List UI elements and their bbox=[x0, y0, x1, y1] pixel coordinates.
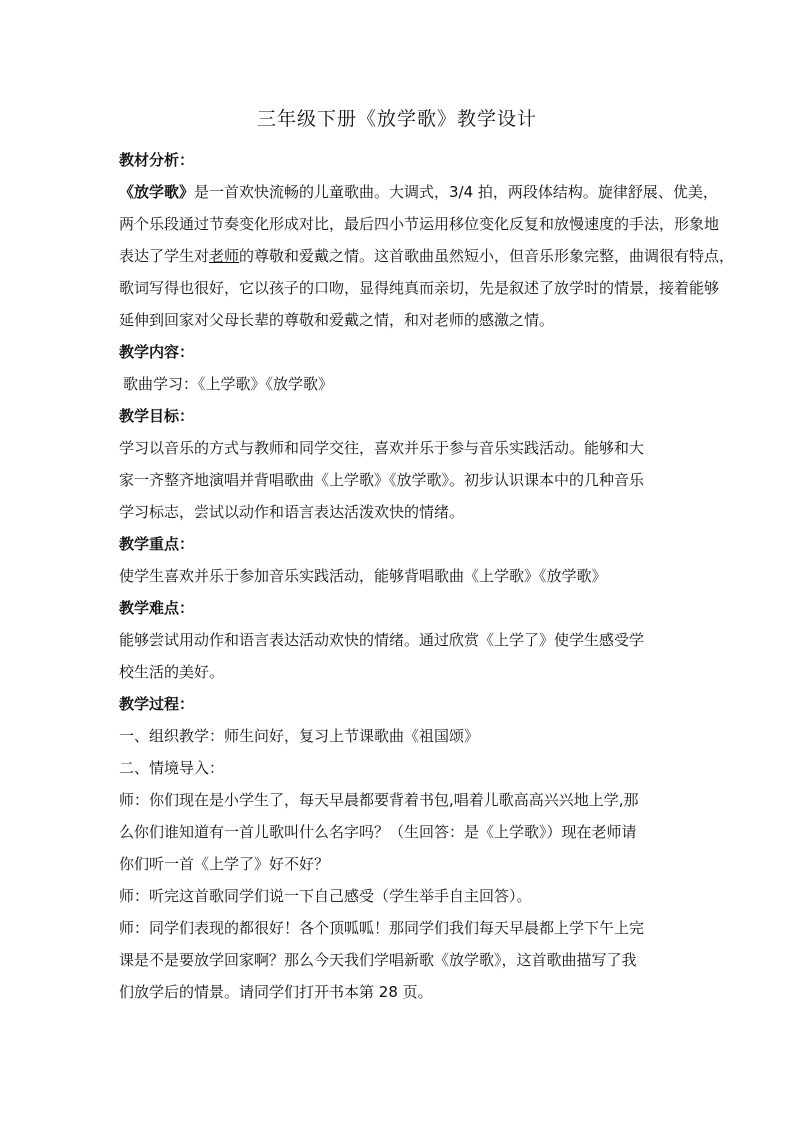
song-title-emphasis: 《放学歌》 bbox=[119, 183, 195, 201]
goals-line-2: 家一齐整齐地演唱并背唱歌曲《上学歌》《放学歌》。初步认识课本中的几种音乐 bbox=[119, 471, 645, 489]
analysis-line-3 bbox=[119, 246, 735, 266]
key-heading: 教学重点： bbox=[119, 535, 195, 553]
difficulty-heading: 教学难点： bbox=[119, 599, 195, 617]
process-dialog-1-line-3: 你们听一首《上学了》好不好？ bbox=[119, 855, 330, 873]
difficulty-line-1: 能够尝试用动作和语言表达活动欢快的情绪。通过欣赏《上学了》使学生感受学 bbox=[119, 631, 645, 649]
analysis-line-5: 延伸到回家对父母长辈的尊敬和爱戴之情，和对老师的感激之情。 bbox=[119, 311, 555, 329]
process-step-2: 二、情境导入： bbox=[119, 759, 225, 777]
analysis-line-3a: 表达了学生对 bbox=[119, 247, 210, 265]
page-title: 三年级下册《放学歌》教学设计 bbox=[256, 108, 537, 130]
content-heading: 教学内容： bbox=[119, 343, 195, 361]
difficulty-line-2: 校生活的美好。 bbox=[119, 663, 225, 681]
analysis-heading: 教材分析： bbox=[119, 151, 195, 169]
analysis-line-3b: 的尊敬和爱戴之情。这首歌曲虽然短小，但音乐形象完整，曲调很有特点， bbox=[239, 247, 735, 265]
teacher-link: 老师 bbox=[209, 247, 240, 265]
process-dialog-2: 师：听完这首歌同学们说一下自己感受（学生举手自主回答）。 bbox=[119, 887, 532, 905]
process-step-1: 一、组织教学：师生问好，复习上节课歌曲《祖国颂》 bbox=[119, 727, 480, 745]
goals-line-1: 学习以音乐的方式与教师和同学交往，喜欢并乐于参与音乐实践活动。能够和大 bbox=[119, 439, 645, 457]
process-dialog-1-line-2: 么你们谁知道有一首儿歌叫什么名字吗？（生回答：是《上学歌》）现在老师请 bbox=[119, 823, 637, 841]
analysis-line-4: 歌词写得也很好，它以孩子的口吻，显得纯真而亲切，先是叙述了放学时的情景，接着能够 bbox=[119, 279, 720, 297]
process-dialog-1-line-1: 师：你们现在是小学生了，每天早晨都要背着书包,唱着儿歌高高兴兴地上学,那 bbox=[119, 791, 639, 809]
analysis-line-1-text: 是一首欢快流畅的儿童歌曲。大调式，3/4 拍，两段体结构。旋律舒展、优美， bbox=[194, 183, 718, 201]
goals-line-3: 学习标志，尝试以动作和语言表达活泼欢快的情绪。 bbox=[119, 503, 465, 521]
content-line: 歌曲学习：《上学歌》《放学歌》 bbox=[123, 375, 334, 393]
process-dialog-3-line-3: 们放学后的情景。请同学们打开书本第 28 页。 bbox=[119, 983, 433, 1001]
process-dialog-3-line-2: 课是不是要放学回家啊？那么今天我们学唱新歌《放学歌》，这首歌曲描写了我 bbox=[119, 951, 637, 969]
key-line: 使学生喜欢并乐于参加音乐实践活动，能够背唱歌曲《上学歌》《放学歌》 bbox=[119, 567, 607, 585]
analysis-line-2: 两个乐段通过节奏变化形成对比，最后四小节运用移位变化反复和放慢速度的手法，形象地 bbox=[119, 215, 720, 233]
analysis-line-1 bbox=[119, 182, 718, 202]
process-dialog-3-line-1: 师：同学们表现的都很好！各个顶呱呱！那同学们我们每天早晨都上学下午上完 bbox=[119, 919, 645, 937]
goals-heading: 教学目标： bbox=[119, 407, 195, 425]
process-heading: 教学过程： bbox=[119, 695, 195, 713]
